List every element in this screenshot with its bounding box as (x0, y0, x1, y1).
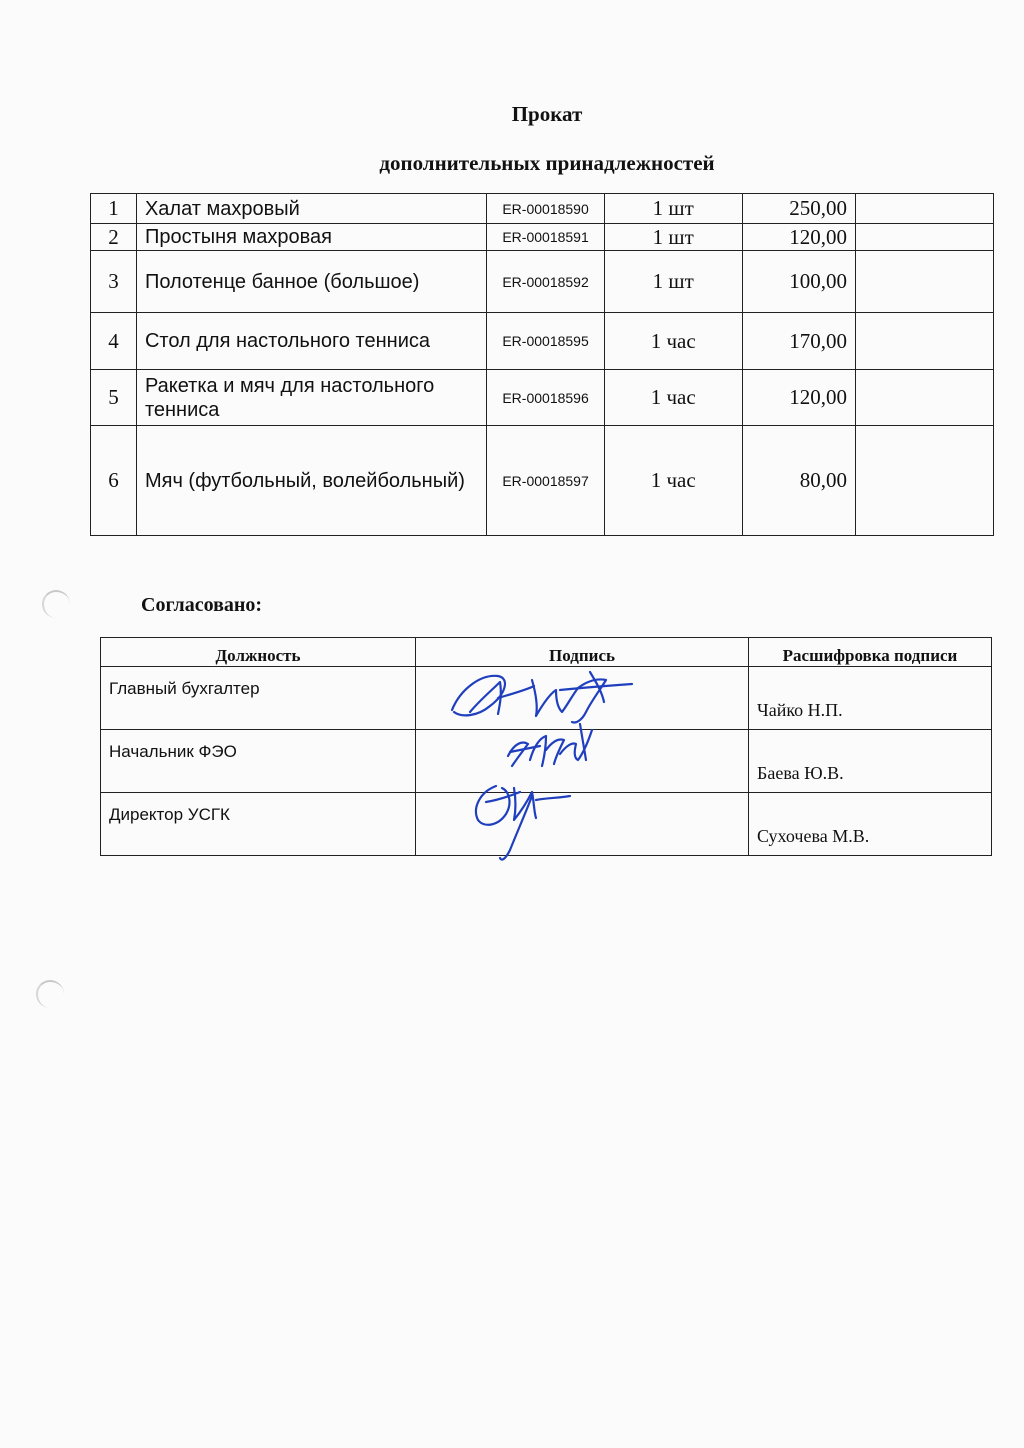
table-row (101, 793, 992, 856)
item-name: Стол для настольного тенниса (136, 313, 486, 370)
item-name: Мяч (футбольный, волейбольный) (136, 426, 486, 536)
item-name: Халат махровый (136, 194, 486, 224)
empty-cell (856, 224, 994, 251)
item-price: 170,00 (742, 313, 855, 370)
table-row (91, 426, 994, 536)
punch-hole-mark (36, 980, 64, 1008)
item-price: 120,00 (742, 370, 855, 426)
item-code: ER-00018591 (487, 224, 604, 251)
item-name: Простыня махровая (136, 224, 486, 251)
item-unit: 1 час (604, 313, 742, 370)
empty-cell (856, 251, 994, 313)
item-number: 6 (91, 426, 137, 536)
item-number: 2 (91, 224, 137, 251)
signature-cell (416, 730, 749, 793)
item-number: 5 (91, 370, 137, 426)
signature-header: Подпись (416, 638, 749, 667)
table-row (91, 370, 994, 426)
item-unit: 1 шт (604, 224, 742, 251)
item-code: ER-00018595 (487, 313, 604, 370)
decoding-header: Расшифровка подписи (749, 638, 992, 667)
decoding-cell: Сухочева М.В. (749, 793, 992, 856)
item-price: 80,00 (742, 426, 855, 536)
item-price: 100,00 (742, 251, 855, 313)
table-row (101, 730, 992, 793)
item-code: ER-00018596 (487, 370, 604, 426)
table-row (91, 313, 994, 370)
rental-table (90, 193, 994, 536)
item-unit: 1 час (604, 426, 742, 536)
position-header: Должность (101, 638, 416, 667)
item-price: 250,00 (742, 194, 855, 224)
item-number: 3 (91, 251, 137, 313)
item-number: 1 (91, 194, 137, 224)
item-unit: 1 шт (604, 251, 742, 313)
signature-cell (416, 793, 749, 856)
document-subtitle: дополнительных принадлежностей (379, 151, 715, 175)
decoding-cell: Чайко Н.П. (749, 667, 992, 730)
item-code: ER-00018590 (487, 194, 604, 224)
signature-cell (416, 667, 749, 730)
item-unit: 1 час (604, 370, 742, 426)
table-header-row (101, 638, 992, 667)
item-number: 4 (91, 313, 137, 370)
position-cell: Главный бухгалтер (101, 667, 416, 730)
table-row (91, 224, 994, 251)
item-code: ER-00018597 (487, 426, 604, 536)
item-name: Полотенце банное (большое) (136, 251, 486, 313)
empty-cell (856, 313, 994, 370)
item-price: 120,00 (742, 224, 855, 251)
table-row (91, 251, 994, 313)
document-title: Прокат (511, 102, 583, 126)
empty-cell (856, 194, 994, 224)
item-code: ER-00018592 (487, 251, 604, 313)
approval-heading: Согласовано: (141, 594, 263, 616)
item-unit: 1 шт (604, 194, 742, 224)
position-cell: Начальник ФЭО (101, 730, 416, 793)
table-row (101, 667, 992, 730)
table-row (91, 194, 994, 224)
punch-hole-mark (42, 590, 70, 618)
decoding-cell: Баева Ю.В. (749, 730, 992, 793)
item-name: Ракетка и мяч для настольного тенниса (136, 370, 486, 426)
approval-table (100, 637, 992, 856)
empty-cell (856, 426, 994, 536)
position-cell: Директор УСГК (101, 793, 416, 856)
empty-cell (856, 370, 994, 426)
